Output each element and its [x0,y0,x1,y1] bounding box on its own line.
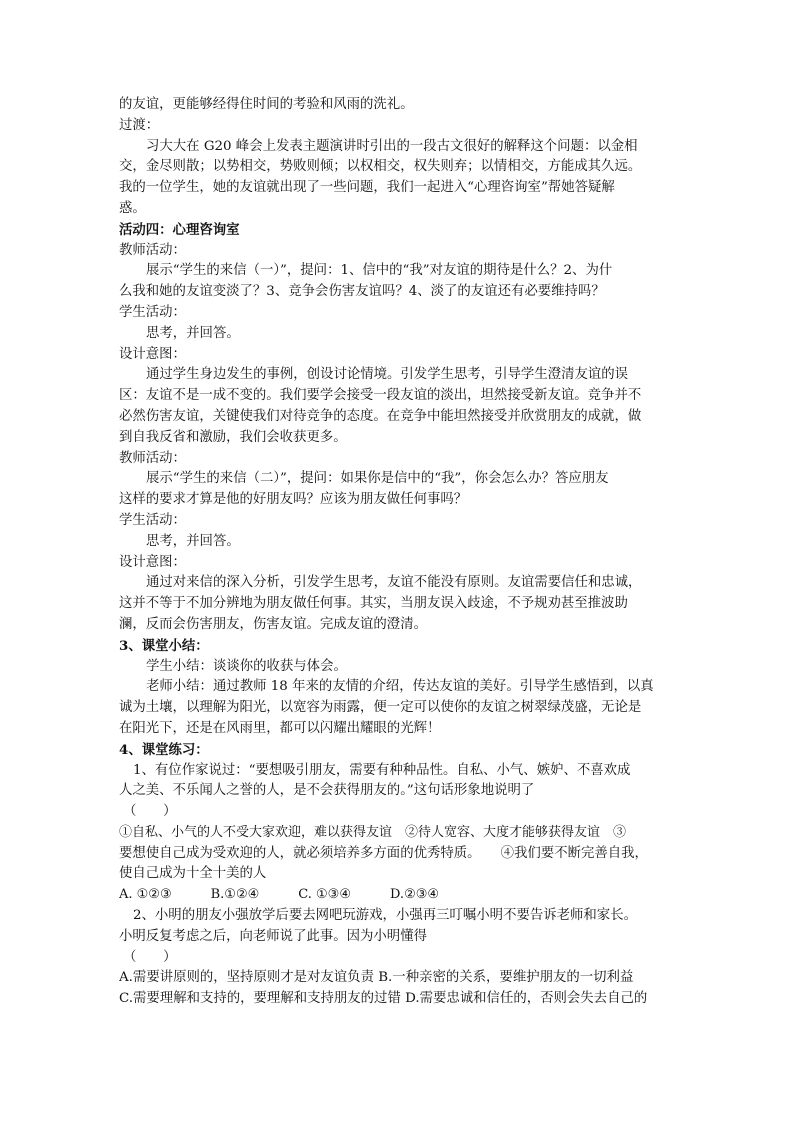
document-page [119,95,679,1010]
option-line: 要想使自己成为受欢迎的人，就必须培养多方面的优秀特质。 ④我们要不断完善自我， [119,845,648,861]
question-line: 人之美、不乐闻人之誉的人，是不会获得朋友的。”这句话形象地说明了 [119,783,535,799]
section-label: 教师活动： [119,242,186,258]
text-line: 交，金尽则散；以势相交，势败则倾；以权相交，权失则弃；以情相交，方能成其久远。 [119,159,642,175]
text-line: 的友谊，更能够经得住时间的考验和风雨的洗礼。 [119,97,414,112]
text-line: 诚为土壤，以理解为阳光，以宽容为雨露，便一定可以使你的友谊之树翠绿茂盛，无论是 [119,700,642,716]
text-line: 惑。 [119,200,146,216]
section-label: 设计意图： [119,346,186,362]
section-label: 设计意图： [119,554,186,570]
section-label: 过渡： [119,117,160,133]
section-label: 学生活动： [119,512,186,528]
text-line: 我的一位学生，她的友谊就出现了一些问题，我们一起进入“心理咨询室”帮她答疑解 [119,180,615,196]
section-label: 学生活动： [119,304,186,320]
text-line: 必然伤害友谊，关键使我们对待竞争的态度。在竞争中能坦然接受并欣赏朋友的成就，做 [119,408,642,424]
answer-blank: （ ） [123,949,177,965]
question-line: 2、小明的朋友小强放学后要去网吧玩游戏，小强再三叮嘱小明不要告诉老师和家长。 [133,908,637,924]
text-line: 通过学生身边发生的事例，创设讨论情境。引发学生思考，引导学生澄清友谊的误 [146,367,629,383]
text-line: 习大大在 G20 峰会上发表主题演讲时引出的一段古文很好的解释这个问题：以金相 [146,138,638,154]
option-line: 使自己成为十全十美的人 [119,866,267,882]
activity-heading: 活动四：心理咨询室 [119,221,240,238]
text-line: 在阳光下，还是在风雨里，都可以闪耀出耀眼的光辉！ [119,720,441,736]
text-line: 区：友谊不是一成不变的。我们要学会接受一段友谊的淡出，坦然接受新友谊。竞争并不 [119,388,642,404]
text-line: 老师小结：通过教师 18 年来的友情的介绍，传达友谊的美好。引导学生感悟到，以真 [146,679,654,695]
section-heading: 3、课堂小结： [119,637,209,654]
question-line: 小明反复考虑之后，向老师说了此事。因为小明懂得 [119,928,427,944]
option-line: ①自私、小气的人不受大家欢迎，难以获得友谊 ②待人宽容、大度才能够获得友谊 ③ [119,824,627,840]
text-line: 思考，并回答。 [146,325,240,341]
text-line: 展示“学生的来信（二）”，提问：如果你是信中的“我”，你会怎么办？答应朋友 [146,471,609,487]
text-line: 这并不等于不加分辨地为朋友做任何事。其实，当朋友误入歧途，不予规劝甚至推波助 [119,596,628,612]
text-line: 思考，并回答。 [146,533,240,549]
text-line: 这样的要求才算是他的好朋友吗？应该为朋友做任何事吗？ [119,492,468,508]
text-line: 澜，反而会伤害朋友，伤害友谊。完成友谊的澄清。 [119,616,427,632]
text-line: 展示“学生的来信（一）”，提问：1、信中的“我”对友谊的期待是什么？2、为什 [146,263,613,279]
answer-blank: （ ） [123,804,177,820]
section-label: 教师活动： [119,450,186,466]
choice-line: C.需要理解和支持的，要理解和支持朋友的过错 D.需要忠诚和信任的，否则会失去自己的 [119,991,648,1007]
choice-line: A. ①②③ B.①②④ C. ①③④ D.②③④ [119,887,440,903]
text-line: 通过对来信的深入分析，引发学生思考，友谊不能没有原则。友谊需要信任和忠诚， [146,575,642,591]
section-heading: 4、课堂练习： [119,741,209,758]
question-line: 1、有位作家说过：“要想吸引朋友，需要有种种品性。自私、小气、嫉妒、不喜欢成 [133,762,631,778]
text-line: 学生小结：谈谈你的收获与体会。 [146,658,347,674]
choice-line: A.需要讲原则的，坚持原则才是对友谊负责 B.一种亲密的关系，要维护朋友的一切利益 [119,970,634,986]
text-line: 么我和她的友谊变淡了？3、竞争会伤害友谊吗？4、淡了的友谊还有必要维持吗？ [119,284,605,300]
text-line: 到自我反省和激励，我们会收获更多。 [119,429,347,445]
